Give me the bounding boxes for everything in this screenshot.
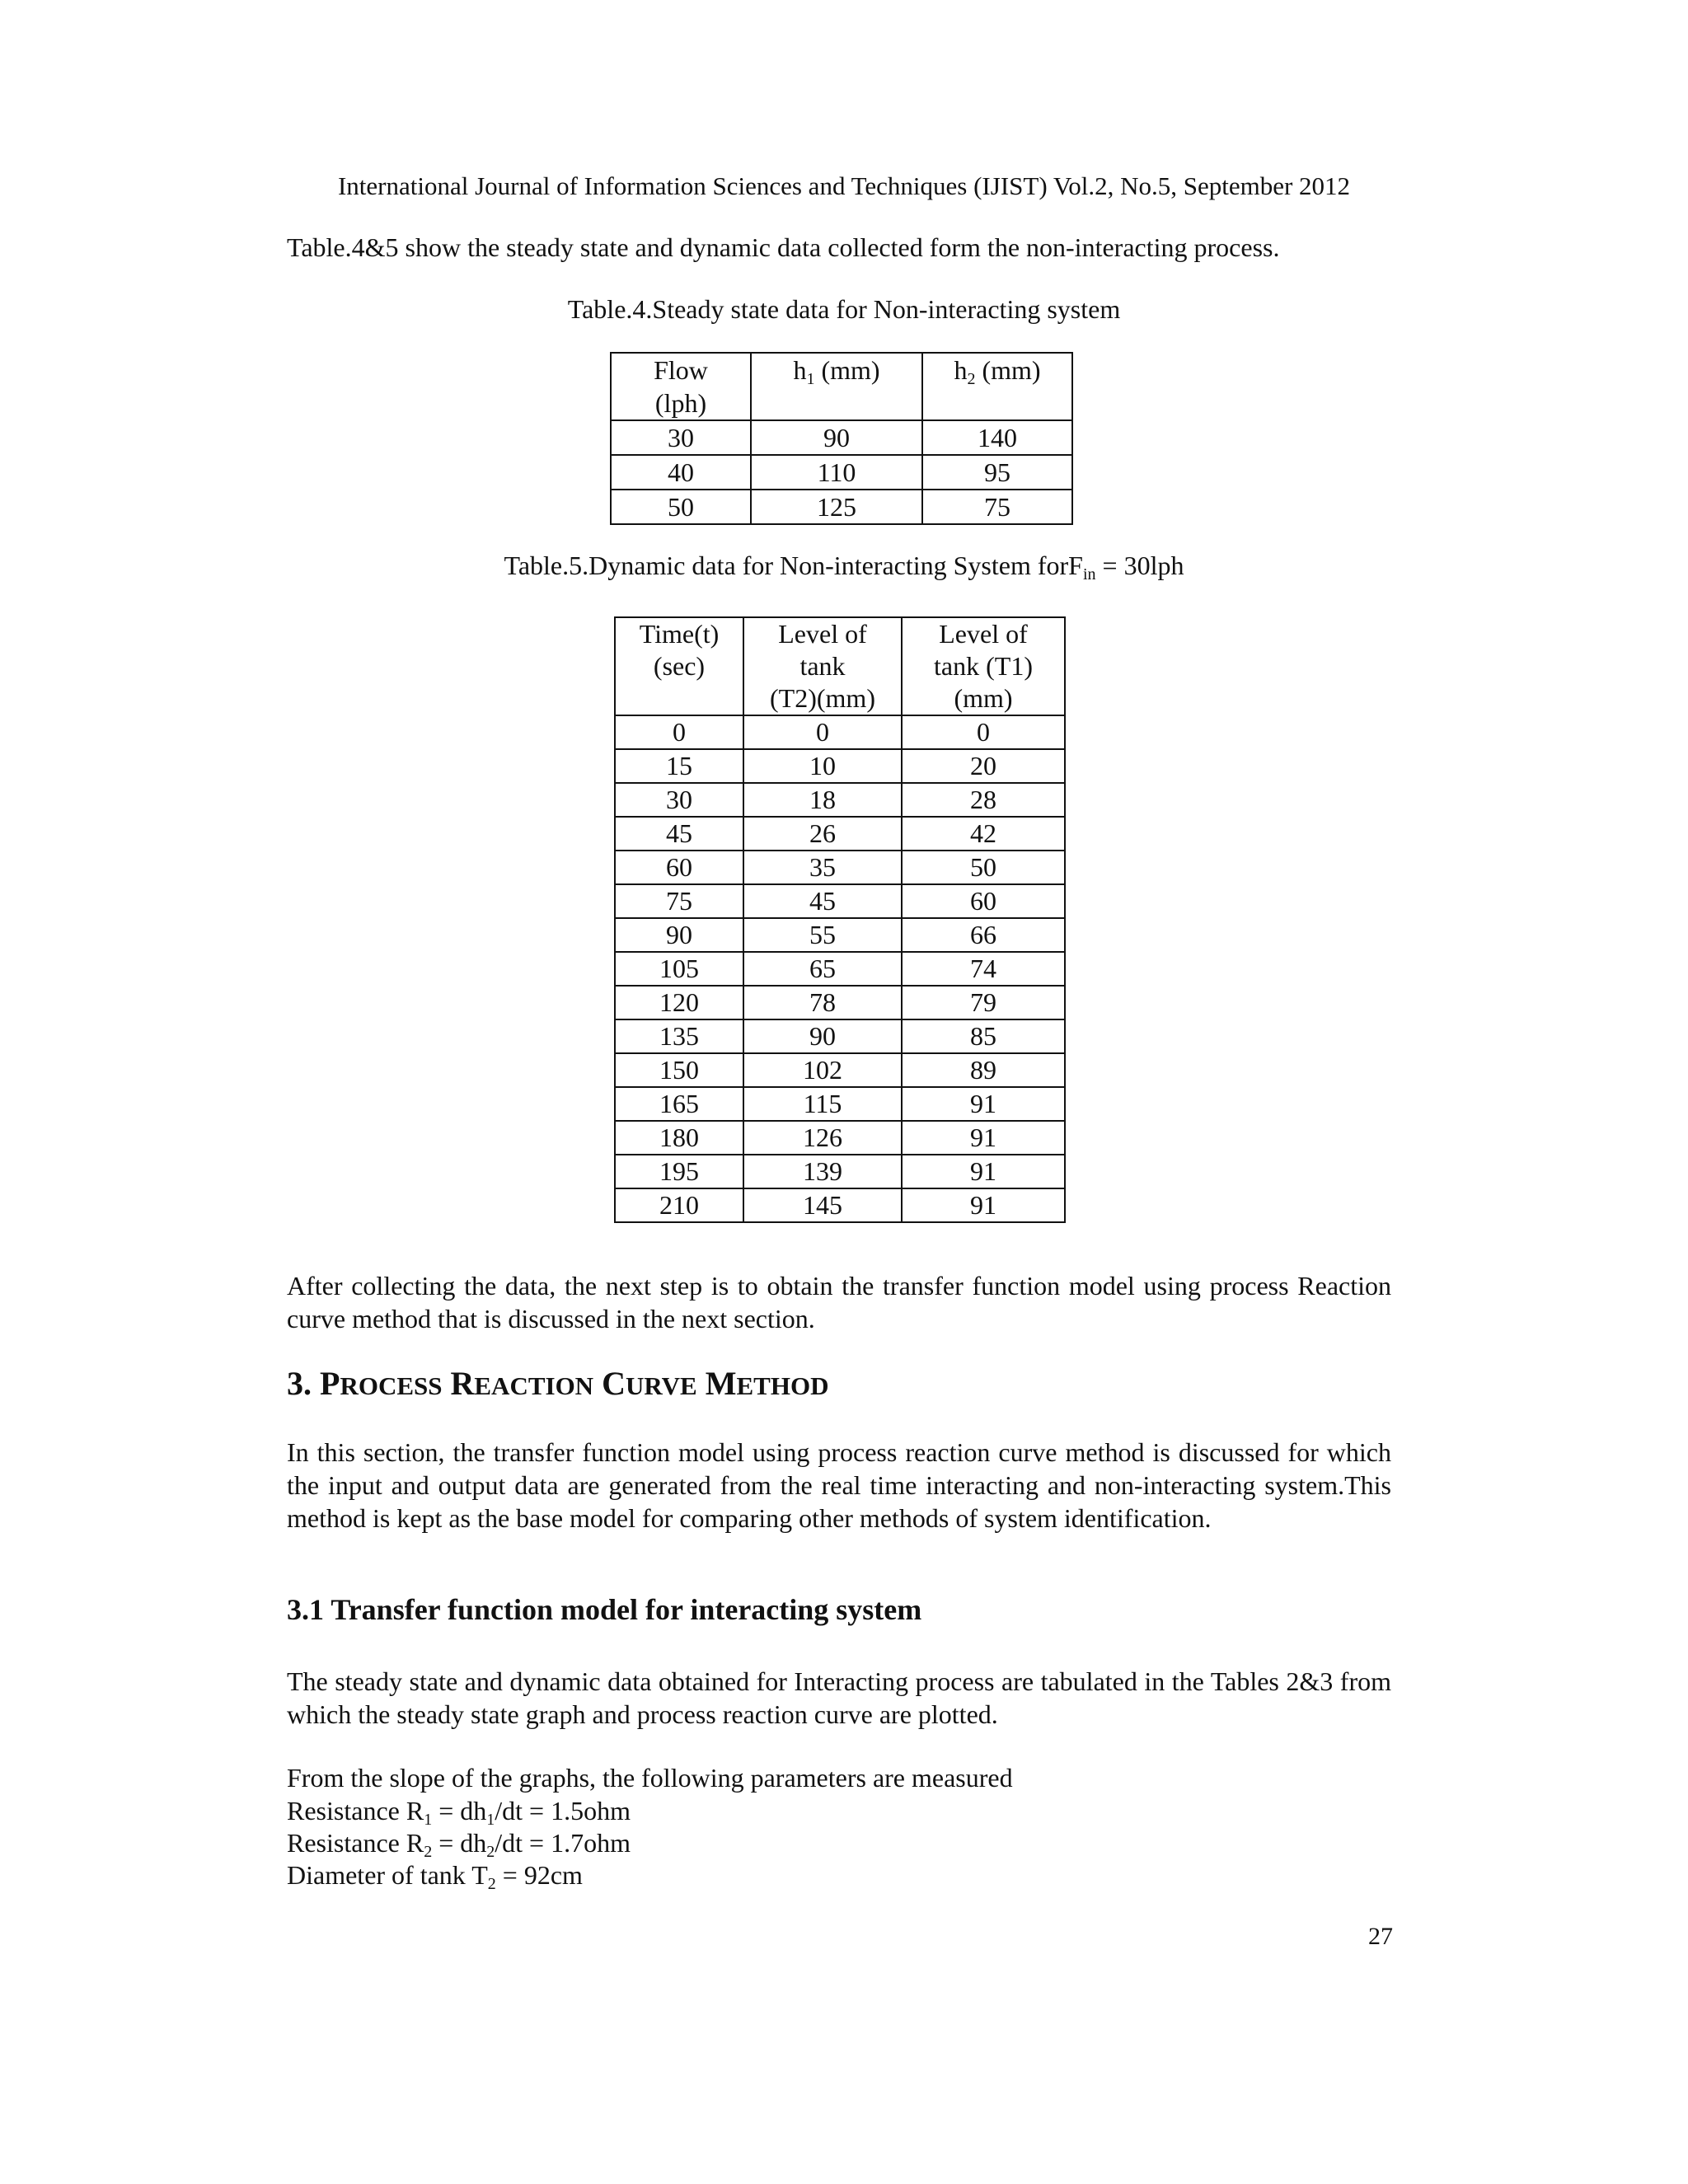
table4-steady-state — [610, 352, 1073, 525]
param-diameter: Diameter of tank $T_2 = 92cm$ — [287, 1860, 583, 1893]
table-cell: 26 — [743, 817, 902, 851]
section3-title: 3. PROCESS REACTION CURVE METHOD — [287, 1365, 829, 1402]
subsection-title: 3.1 Transfer function model for interacting system — [287, 1593, 922, 1626]
table-cell: 102 — [743, 1053, 902, 1087]
table-cell: 0 — [615, 715, 743, 749]
params-intro: From the slope of the graphs, the following parameters are measured — [287, 1763, 1013, 1793]
subsection-heading — [287, 1592, 921, 1627]
table-cell: 35 — [743, 851, 902, 884]
table-cell: 66 — [902, 918, 1065, 952]
table-cell: 91 — [902, 1188, 1065, 1222]
table-cell: 55 — [743, 918, 902, 952]
table-cell: 90 — [751, 420, 922, 455]
table-row — [615, 1053, 1065, 1087]
table-cell: 105 — [615, 952, 743, 986]
table-row — [615, 1188, 1065, 1222]
section3-paragraph: In this section, the transfer function model using process reaction curve method is discussed for which the input and output data are generated from the real time interacting and non-interacting system.This method is kept as the base model for comparing other methods of system identification. — [287, 1437, 1391, 1533]
table-cell: 140 — [922, 420, 1072, 455]
table-row — [611, 490, 1072, 524]
table5-caption — [0, 551, 1688, 581]
table4-caption: Table.4.Steady state data for Non-interacting system — [567, 294, 1121, 324]
table-cell: 95 — [922, 455, 1072, 490]
table-row — [615, 749, 1065, 783]
table-row — [615, 783, 1065, 817]
section3-heading — [287, 1364, 828, 1403]
table-cell: 75 — [615, 884, 743, 918]
table-cell: 210 — [615, 1188, 743, 1222]
table-row — [615, 986, 1065, 1019]
running-header: International Journal of Information Sciences and Techniques (IJIST) Vol.2, No.5, September 2012 — [337, 171, 1351, 200]
table5-header-t1: Level of tank (T1) (mm) — [902, 617, 1065, 715]
table-cell: 42 — [902, 817, 1065, 851]
table-cell: 30 — [611, 420, 751, 455]
table-row — [611, 420, 1072, 455]
table-cell: 28 — [902, 783, 1065, 817]
table5-header-t2: Level of tank (T2)(mm) — [743, 617, 902, 715]
table-row — [615, 1019, 1065, 1053]
table-row — [615, 952, 1065, 986]
table-header-row — [615, 617, 1065, 715]
paragraph-after-tables: After collecting the data, the next step is to obtain the transfer function model using process Reaction curve method that is discussed in the next section. — [287, 1271, 1391, 1333]
table-cell: 74 — [902, 952, 1065, 986]
table-cell: 10 — [743, 749, 902, 783]
table-row — [615, 1155, 1065, 1188]
table-cell: 75 — [922, 490, 1072, 524]
table-cell: 40 — [611, 455, 751, 490]
table-cell: 165 — [615, 1087, 743, 1121]
table5-header-time: Time(t) (sec) — [615, 617, 743, 715]
table-cell: 145 — [743, 1188, 902, 1222]
intro-paragraph: Table.4&5 show the steady state and dynamic data collected form the non-interacting process. — [287, 232, 1280, 262]
table-cell: 90 — [615, 918, 743, 952]
table-cell: 135 — [615, 1019, 743, 1053]
table-cell: 120 — [615, 986, 743, 1019]
table-cell: 85 — [902, 1019, 1065, 1053]
table-row — [611, 455, 1072, 490]
table-cell: 60 — [902, 884, 1065, 918]
table-cell: 195 — [615, 1155, 743, 1188]
table-cell: 15 — [615, 749, 743, 783]
table-cell: 45 — [743, 884, 902, 918]
table5-caption-post: = 30lph — [1095, 551, 1184, 580]
param-r1: Resistance $R_1 = dh_1/dt = 1.5ohm$ — [287, 1796, 631, 1829]
table-cell: 89 — [902, 1053, 1065, 1087]
table-cell: 79 — [902, 986, 1065, 1019]
table5-body — [615, 715, 1065, 1222]
param-r2: Resistance $R_2 = dh_2/dt = 1.7ohm$ — [287, 1828, 631, 1861]
table-row — [615, 884, 1065, 918]
table-cell: 139 — [743, 1155, 902, 1188]
table-row — [615, 918, 1065, 952]
subsection-paragraph: The steady state and dynamic data obtained for Interacting process are tabulated in the Tables 2&3 from which the steady state graph and process reaction curve are plotted. — [287, 1666, 1391, 1729]
table-cell: 45 — [615, 817, 743, 851]
table-row — [615, 715, 1065, 749]
table-cell: 60 — [615, 851, 743, 884]
table-row — [615, 1121, 1065, 1155]
table-cell: 180 — [615, 1121, 743, 1155]
table-cell: 125 — [751, 490, 922, 524]
table-cell: 50 — [611, 490, 751, 524]
table-cell: 18 — [743, 783, 902, 817]
table-header-row — [611, 353, 1072, 420]
table-cell: 90 — [743, 1019, 902, 1053]
table4-header-h2: $h_2$ (mm) — [922, 353, 1072, 420]
table4-header-h1: $h_1$ (mm) — [751, 353, 922, 420]
table-cell: 0 — [902, 715, 1065, 749]
table-cell: 65 — [743, 952, 902, 986]
table-cell: 78 — [743, 986, 902, 1019]
table4-header-flow-text: Flow (lph) — [654, 355, 708, 418]
table-cell: 91 — [902, 1155, 1065, 1188]
table-cell: 91 — [902, 1121, 1065, 1155]
table-cell: 110 — [751, 455, 922, 490]
page-number: 27 — [1368, 1923, 1393, 1950]
table-cell: 150 — [615, 1053, 743, 1087]
table-cell: 91 — [902, 1087, 1065, 1121]
table-row — [615, 817, 1065, 851]
table-row — [615, 1087, 1065, 1121]
table-cell: 20 — [902, 749, 1065, 783]
table5-caption-sub: in — [1082, 565, 1096, 583]
table-row — [615, 851, 1065, 884]
table5-dynamic-data — [614, 616, 1066, 1223]
table-cell: 126 — [743, 1121, 902, 1155]
table-cell: 0 — [743, 715, 902, 749]
table-cell: 30 — [615, 783, 743, 817]
table-cell: 50 — [902, 851, 1065, 884]
table4-header-flow — [611, 353, 751, 420]
table5-caption-pre: Table.5.Dynamic data for Non-interacting System forF — [504, 551, 1083, 580]
table-cell: 115 — [743, 1087, 902, 1121]
